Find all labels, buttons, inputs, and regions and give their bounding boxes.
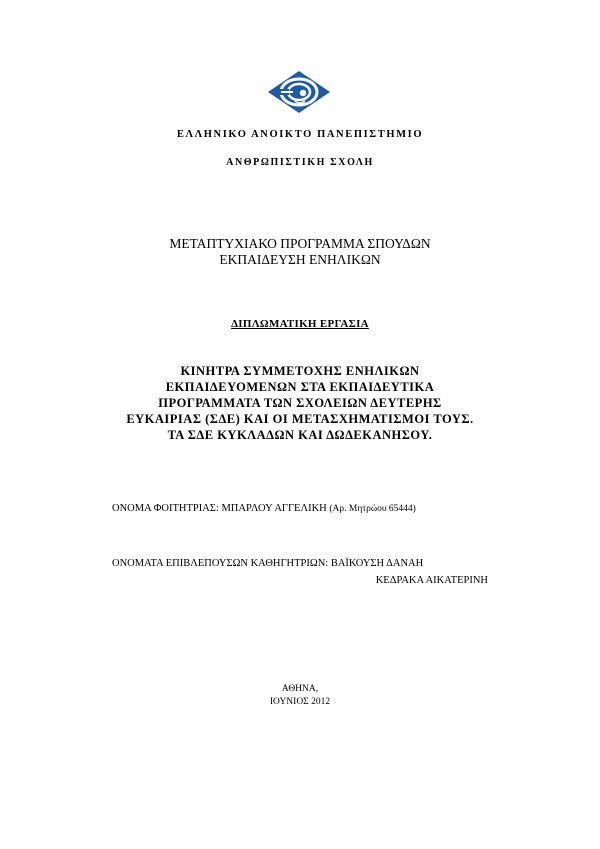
university-name: ΕΛΛΗΝΙΚΟ ΑΝΟΙΚΤΟ ΠΑΝΕΠΙΣΤΗΜΙΟ <box>176 129 424 140</box>
program-title-line-1: ΜΕΤΑΠΤΥΧΙΑΚΟ ΠΡΟΓΡΑΜΜΑ ΣΠΟΥΔΩΝ <box>169 236 431 251</box>
thesis-label: ΔΙΠΛΩΜΑΤΙΚΗ ΕΡΓΑΣΙΑ <box>231 318 369 330</box>
student-name: ΟΝΟΜΑ ΦΟΙΤΗΤΡΙΑΣ: ΜΠΑΡΛΟΥ ΑΓΓΕΛΙΚΗ <box>112 503 327 514</box>
university-logo-icon <box>267 70 331 114</box>
thesis-title-line: ΤΑ ΣΔΕ ΚΥΚΛΑΔΩΝ ΚΑΙ ΔΩΔΕΚΑΝΗΣΟΥ. <box>167 428 433 442</box>
date: ΙΟΥΝΙΟΣ 2012 <box>269 697 331 707</box>
school-name: ΑΝΘΡΩΠΙΣΤΙΚΗ ΣΧΟΛΗ <box>226 157 374 168</box>
student-info <box>112 503 416 514</box>
thesis-title-line: ΚΙΝΗΤΡΑ ΣΥΜΜΕΤΟΧΗΣ ΕΝΗΛΙΚΩΝ <box>180 364 420 378</box>
city: ΑΘΗΝΑ, <box>281 684 319 694</box>
thesis-title-line: ΕΥΚΑΙΡΙΑΣ (ΣΔΕ) ΚΑΙ ΟΙ ΜΕΤΑΣΧΗΜΑΤΙΣΜΟΙ ΤΟΥΣ. <box>126 412 474 426</box>
supervisors-line-1: ΟΝΟΜΑΤΑ ΕΠΙΒΛΕΠΟΥΣΩΝ ΚΑΘΗΓΗΤΡΙΩΝ: ΒΑΪΚΟΥΣΗ ΔΑΝΑΗ <box>112 558 424 569</box>
program-title-line-2: ΕΚΠΑΙΔΕΥΣΗ ΕΝΗΛΙΚΩΝ <box>219 252 381 267</box>
supervisors-line-2: ΚΕΔΡΑΚΑ ΑΙΚΑΤΕΡΙΝΗ <box>375 575 488 586</box>
registration-number: (Αρ. Μητρώου 65444) <box>329 504 416 514</box>
thesis-title-line: ΠΡΟΓΡΑΜΜΑΤΑ ΤΩΝ ΣΧΟΛΕΙΩΝ ΔΕΥΤΕΡΗΣ <box>158 396 442 410</box>
thesis-title-line: ΕΚΠΑΙΔΕΥΟΜΕΝΩΝ ΣΤΑ ΕΚΠΑΙΔΕΥΤΙΚΑ <box>165 380 435 394</box>
